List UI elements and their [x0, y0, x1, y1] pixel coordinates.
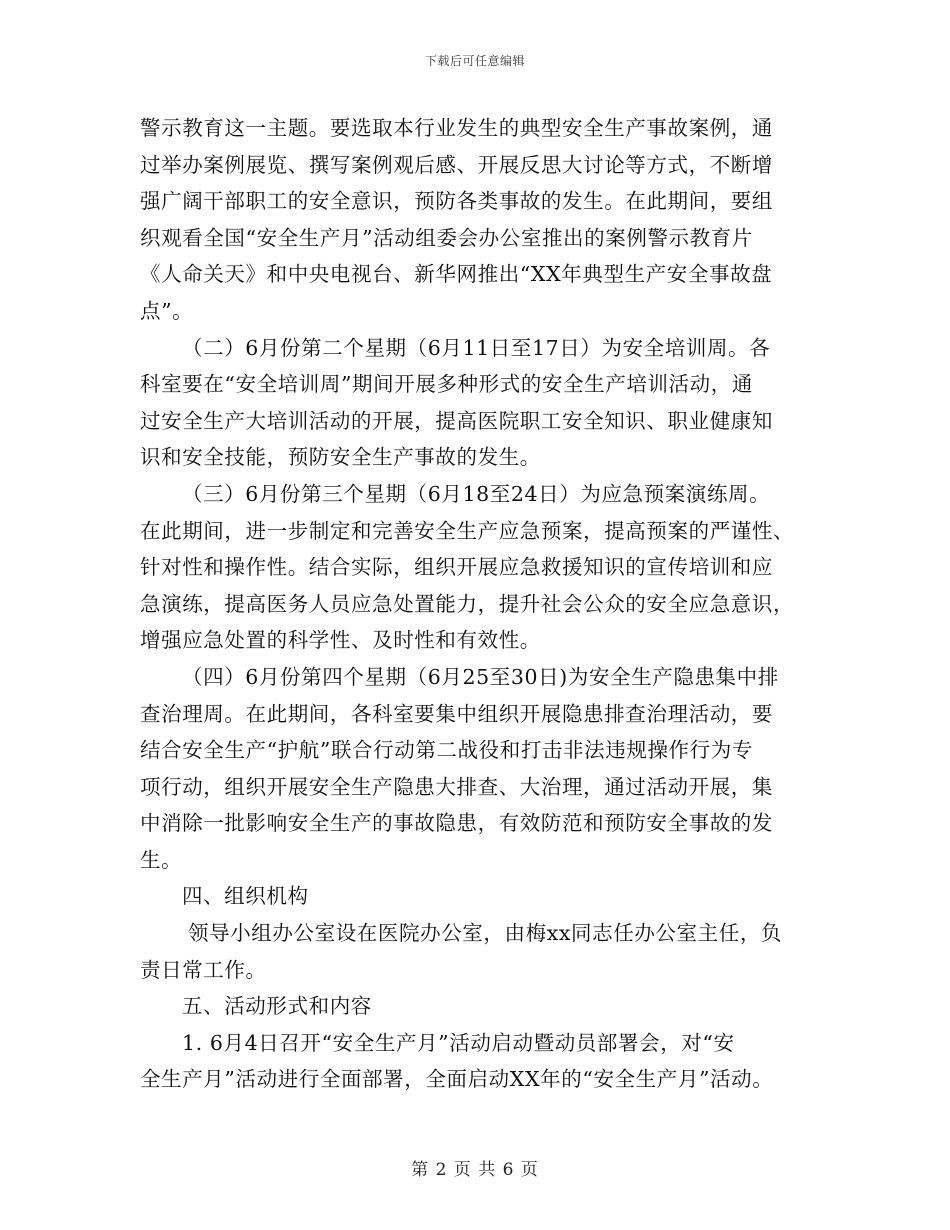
body-line: 在此期间，进一步制定和完善安全生产应急预案，提高预案的严谨性、: [140, 518, 795, 543]
body-line: 增强应急处置的科学性、及时性和有效性。: [140, 628, 541, 653]
paragraph-start-line: （四）6月份第四个星期（6月25至30日)为安全生产隐患集中排: [182, 664, 779, 689]
section-heading: 五、活动形式和内容: [182, 994, 372, 1019]
body-line: 科室要在“安全培训周”期间开展多种形式的安全生产培训活动，通: [140, 372, 753, 397]
body-line: 过举办案例展览、撰写案例观后感、开展反思大讨论等方式，不断增: [140, 152, 773, 177]
body-line: 警示教育这一主题。要选取本行业发生的典型安全生产事故案例，通: [140, 116, 773, 140]
section-heading: 四、组织机构: [182, 884, 309, 909]
body-line: 全生产月”活动进行全面部署，全面启动XX年的“安全生产月”活动。: [140, 1067, 774, 1092]
body-line: 生。: [140, 847, 183, 872]
body-line: 结合安全生产“护航”联合行动第二战役和打击非法违规操作行为专: [140, 738, 753, 763]
page-header-note: 下载后可任意编辑: [424, 54, 525, 68]
body-line: 《人命关天》和中央电视台、新华网推出“XX年典型生产安全事故盘: [140, 262, 773, 287]
body-line: 点”。: [140, 298, 194, 323]
page-number-footer: 第 2 页 共 6 页: [411, 1160, 539, 1180]
paragraph-start-line: （三）6月份第三个星期（6月18至24日）为应急预案演练周。: [182, 481, 771, 506]
body-line: 织观看全国“安全生产月”活动组委会办公室推出的案例警示教育片: [140, 225, 753, 250]
paragraph-start-line: 领导小组办公室设在医院办公室，由梅xx同志任办公室主任，负: [188, 921, 783, 946]
paragraph-start-line: 1. 6月4日召开“安全生产月”活动启动暨动员部署会，对“安: [182, 1030, 735, 1055]
body-line: 项行动，组织开展安全生产隐患大排查、大治理，通过活动开展，集: [140, 774, 773, 799]
document-body: [140, 110, 830, 1098]
body-line: 中消除一批影响安全生产的事故隐患，有效防范和预防安全事故的发: [140, 811, 773, 836]
body-line: 责日常工作。: [140, 957, 267, 982]
body-line: 急演练，提高医务人员应急处置能力，提升社会公众的安全应急意识，: [140, 591, 795, 616]
body-line: 针对性和操作性。结合实际，组织开展应急救援知识的宣传培训和应: [140, 555, 773, 580]
body-line: 查治理周。在此期间，各科室要集中组织开展隐患排查治理活动，要: [140, 701, 773, 726]
body-line: 过安全生产大培训活动的开展，提高医院职工安全知识、职业健康知: [140, 408, 773, 433]
paragraph-start-line: （二）6月份第二个星期（6月11日至17日）为安全培训周。各: [182, 335, 771, 360]
body-line: 识和安全技能，预防安全生产事故的发生。: [140, 445, 541, 470]
body-line: 强广阔干部职工的安全意识，预防各类事故的发生。在此期间，要组: [140, 189, 773, 214]
